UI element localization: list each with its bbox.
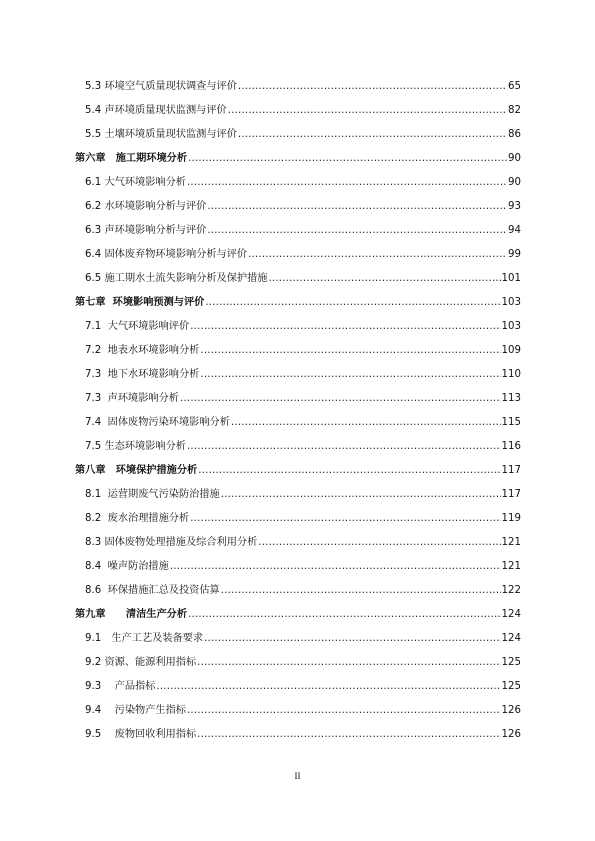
- toc-entry-page-number: 122: [501, 585, 521, 596]
- toc-entry-page-number: 126: [501, 705, 521, 716]
- toc-section-entry[interactable]: [85, 701, 521, 717]
- toc-entry-label: 7.5 生态环境影响分析: [85, 441, 186, 452]
- toc-chapter-entry[interactable]: [75, 293, 521, 309]
- toc-chapter-entry[interactable]: [75, 461, 521, 477]
- toc-section-entry[interactable]: [85, 677, 521, 693]
- toc-section-entry[interactable]: [85, 413, 521, 429]
- toc-entry-page-number: 125: [501, 657, 521, 668]
- toc-entry-label: 第六章 施工期环境分析: [75, 153, 188, 164]
- toc-dot-leader: [228, 105, 507, 117]
- toc-entry-label: 6.4 固体废弃物环境影响分析与评价: [85, 249, 248, 260]
- toc-section-entry[interactable]: [85, 365, 521, 381]
- toc-section-entry[interactable]: [85, 317, 521, 333]
- toc-dot-leader: [221, 489, 501, 501]
- toc-dot-leader: [238, 129, 507, 141]
- toc-section-entry[interactable]: [85, 197, 521, 213]
- toc-dot-leader: [197, 657, 500, 669]
- toc-dot-leader: [207, 225, 507, 237]
- toc-entry-label: 6.1 大气环境影响分析: [85, 177, 186, 188]
- toc-dot-leader: [221, 585, 501, 597]
- toc-section-entry[interactable]: [85, 77, 521, 93]
- toc-section-entry[interactable]: [85, 173, 521, 189]
- toc-dot-leader: [198, 465, 500, 477]
- toc-dot-leader: [187, 441, 501, 453]
- toc-entry-label: 7.4 固体废物污染环境影响分析: [85, 417, 230, 428]
- toc-section-entry[interactable]: [85, 341, 521, 357]
- toc-dot-leader: [231, 417, 501, 429]
- toc-section-entry[interactable]: [85, 533, 521, 549]
- toc-entry-page-number: 109: [501, 345, 521, 356]
- toc-entry-page-number: 82: [508, 105, 521, 116]
- toc-section-entry[interactable]: [85, 653, 521, 669]
- toc-entry-page-number: 121: [501, 561, 521, 572]
- toc-entry-page-number: 94: [508, 225, 521, 236]
- toc-entry-page-number: 116: [501, 441, 521, 452]
- toc-dot-leader: [248, 249, 507, 261]
- toc-entry-label: 第九章 清洁生产分析: [75, 609, 188, 620]
- toc-entry-label: 9.4 污染物产生指标: [85, 705, 186, 716]
- toc-entry-page-number: 126: [501, 729, 521, 740]
- toc-entry-label: 9.5 废物回收利用指标: [85, 729, 197, 740]
- toc-entry-page-number: 65: [508, 81, 521, 92]
- toc-entry-label: 7.2 地表水环境影响分析: [85, 345, 200, 356]
- toc-section-entry[interactable]: [85, 725, 521, 741]
- toc-entry-label: 第七章 环境影响预测与评价: [75, 297, 205, 308]
- toc-entry-page-number: 110: [501, 369, 521, 380]
- toc-entry-label: 7.3 地下水环境影响分析: [85, 369, 200, 380]
- toc-dot-leader: [204, 633, 500, 645]
- toc-entry-label: 8.2 废水治理措施分析: [85, 513, 190, 524]
- toc-section-entry[interactable]: [85, 221, 521, 237]
- toc-dot-leader: [238, 81, 507, 93]
- toc-entry-label: 5.5 土壤环境质量现状监测与评价: [85, 129, 237, 140]
- toc-dot-leader: [258, 537, 500, 549]
- toc-dot-leader: [200, 369, 500, 381]
- toc-entry-label: 5.4 声环境质量现状监测与评价: [85, 105, 227, 116]
- toc-chapter-entry[interactable]: [75, 605, 521, 621]
- toc-entry-label: 6.2 水环境影响分析与评价: [85, 201, 207, 212]
- toc-entry-page-number: 125: [501, 681, 521, 692]
- toc-entry-label: 9.2 资源、能源利用指标: [85, 657, 197, 668]
- page-number: II: [294, 771, 301, 781]
- toc-section-entry[interactable]: [85, 101, 521, 117]
- toc-entry-page-number: 93: [508, 201, 521, 212]
- toc-entry-page-number: 124: [501, 609, 521, 620]
- toc-entry-label: 第八章 环境保护措施分析: [75, 465, 198, 476]
- toc-dot-leader: [170, 561, 501, 573]
- toc-entry-label: 6.5 施工期水土流失影响分析及保护措施: [85, 273, 268, 284]
- toc-dot-leader: [190, 321, 500, 333]
- toc-dot-leader: [268, 273, 500, 285]
- toc-section-entry[interactable]: [85, 437, 521, 453]
- toc-dot-leader: [188, 153, 507, 165]
- toc-dot-leader: [207, 201, 507, 213]
- toc-entry-label: 6.3 声环境影响分析与评价: [85, 225, 207, 236]
- toc-entry-page-number: 103: [501, 297, 521, 308]
- toc-entry-page-number: 117: [501, 465, 521, 476]
- toc-chapter-entry[interactable]: [75, 149, 521, 165]
- toc-section-entry[interactable]: [85, 125, 521, 141]
- toc-entry-page-number: 113: [501, 393, 521, 404]
- toc-entry-label: 8.3 固体废物处理措施及综合利用分析: [85, 537, 258, 548]
- toc-entry-label: 8.6 环保措施汇总及投资估算: [85, 585, 220, 596]
- toc-entry-page-number: 121: [501, 537, 521, 548]
- toc-entry-page-number: 124: [501, 633, 521, 644]
- toc-section-entry[interactable]: [85, 509, 521, 525]
- toc-entry-page-number: 103: [501, 321, 521, 332]
- toc-dot-leader: [187, 705, 501, 717]
- toc-entry-page-number: 90: [508, 177, 521, 188]
- toc-section-entry[interactable]: [85, 581, 521, 597]
- toc-dot-leader: [187, 177, 507, 189]
- toc-dot-leader: [205, 297, 500, 309]
- toc-entry-page-number: 101: [501, 273, 521, 284]
- toc-dot-leader: [197, 729, 500, 741]
- toc-entry-page-number: 86: [508, 129, 521, 140]
- toc-dot-leader: [156, 681, 500, 693]
- toc-dot-leader: [190, 513, 500, 525]
- toc-entry-label: 7.3 声环境影响分析: [85, 393, 179, 404]
- toc-dot-leader: [188, 609, 500, 621]
- toc-entry-label: 9.1 生产工艺及装备要求: [85, 633, 204, 644]
- toc-entry-label: 7.1 大气环境影响评价: [85, 321, 190, 332]
- toc-entry-label: 8.4 噪声防治措施: [85, 561, 169, 572]
- toc-section-entry[interactable]: [85, 557, 521, 573]
- toc-entry-page-number: 115: [501, 417, 521, 428]
- toc-entry-page-number: 117: [501, 489, 521, 500]
- toc-section-entry[interactable]: [85, 485, 521, 501]
- toc-dot-leader: [180, 393, 501, 405]
- toc-section-entry[interactable]: [85, 389, 521, 405]
- toc-entry-label: 9.3 产品指标: [85, 681, 156, 692]
- toc-dot-leader: [200, 345, 500, 357]
- toc-entry-page-number: 90: [508, 153, 521, 164]
- toc-section-entry[interactable]: [85, 269, 521, 285]
- toc-section-entry[interactable]: [85, 245, 521, 261]
- toc-entry-label: 5.3 环境空气质量现状调查与评价: [85, 81, 237, 92]
- toc-entry-page-number: 119: [501, 513, 521, 524]
- toc-entry-label: 8.1 运营期废气污染防治措施: [85, 489, 220, 500]
- toc-section-entry[interactable]: [85, 629, 521, 645]
- toc-entry-page-number: 99: [508, 249, 521, 260]
